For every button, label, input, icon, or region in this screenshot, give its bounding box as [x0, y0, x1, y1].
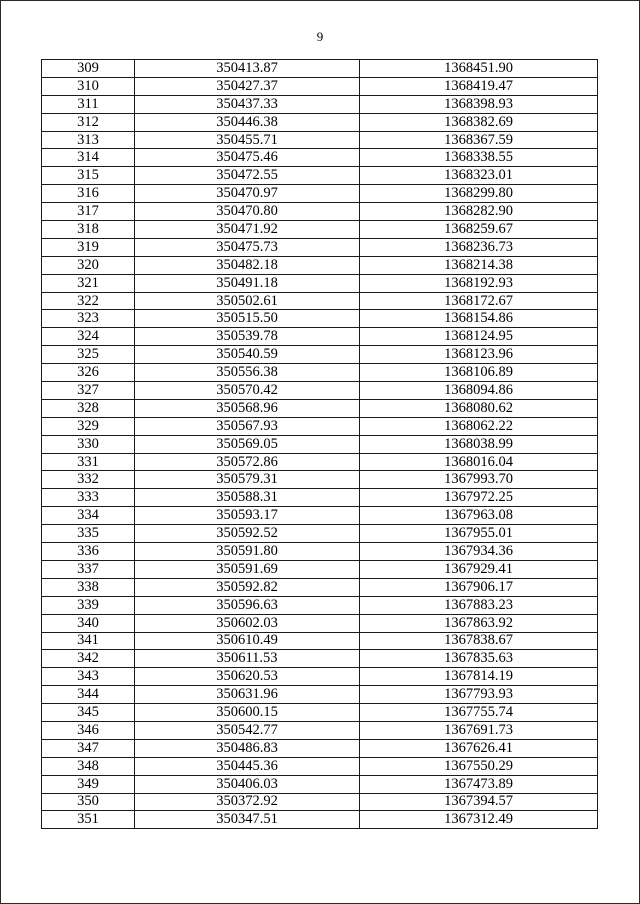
y-coordinate-cell: 1368172.67	[360, 292, 598, 310]
y-coordinate-cell: 1368094.86	[360, 382, 598, 400]
y-coordinate-cell: 1367793.93	[360, 686, 598, 704]
table-row	[42, 704, 598, 722]
point-number-cell: 338	[42, 578, 135, 596]
table-row	[42, 775, 598, 793]
table-row	[42, 364, 598, 382]
y-coordinate-cell: 1368123.96	[360, 346, 598, 364]
table-row	[42, 650, 598, 668]
point-number-cell: 314	[42, 149, 135, 167]
table-row	[42, 238, 598, 256]
point-number-cell: 332	[42, 471, 135, 489]
y-coordinate-cell: 1367691.73	[360, 721, 598, 739]
x-coordinate-cell: 350502.61	[135, 292, 360, 310]
table-row	[42, 721, 598, 739]
point-number-cell: 321	[42, 274, 135, 292]
table-row	[42, 399, 598, 417]
table-row	[42, 686, 598, 704]
x-coordinate-cell: 350572.86	[135, 453, 360, 471]
x-coordinate-cell: 350596.63	[135, 596, 360, 614]
point-number-cell: 341	[42, 632, 135, 650]
point-number-cell: 326	[42, 364, 135, 382]
x-coordinate-cell: 350539.78	[135, 328, 360, 346]
point-number-cell: 309	[42, 60, 135, 78]
y-coordinate-cell: 1367835.63	[360, 650, 598, 668]
point-number-cell: 348	[42, 757, 135, 775]
point-number-cell: 340	[42, 614, 135, 632]
point-number-cell: 331	[42, 453, 135, 471]
table-row	[42, 113, 598, 131]
x-coordinate-cell: 350593.17	[135, 507, 360, 525]
point-number-cell: 320	[42, 256, 135, 274]
point-number-cell: 350	[42, 793, 135, 811]
x-coordinate-cell: 350602.03	[135, 614, 360, 632]
y-coordinate-cell: 1367814.19	[360, 668, 598, 686]
point-number-cell: 329	[42, 417, 135, 435]
y-coordinate-cell: 1368038.99	[360, 435, 598, 453]
table-row	[42, 757, 598, 775]
x-coordinate-cell: 350445.36	[135, 757, 360, 775]
y-coordinate-cell: 1368124.95	[360, 328, 598, 346]
x-coordinate-cell: 350470.80	[135, 203, 360, 221]
y-coordinate-cell: 1368016.04	[360, 453, 598, 471]
y-coordinate-cell: 1367394.57	[360, 793, 598, 811]
y-coordinate-cell: 1368192.93	[360, 274, 598, 292]
y-coordinate-cell: 1368259.67	[360, 221, 598, 239]
point-number-cell: 327	[42, 382, 135, 400]
y-coordinate-cell: 1367993.70	[360, 471, 598, 489]
x-coordinate-cell: 350437.33	[135, 95, 360, 113]
point-number-cell: 318	[42, 221, 135, 239]
y-coordinate-cell: 1367550.29	[360, 757, 598, 775]
x-coordinate-cell: 350475.73	[135, 238, 360, 256]
x-coordinate-cell: 350591.69	[135, 560, 360, 578]
table-row	[42, 417, 598, 435]
x-coordinate-cell: 350579.31	[135, 471, 360, 489]
table-row	[42, 632, 598, 650]
table-row	[42, 739, 598, 757]
coordinates-table-body	[42, 60, 598, 829]
table-row	[42, 489, 598, 507]
x-coordinate-cell: 350611.53	[135, 650, 360, 668]
point-number-cell: 336	[42, 543, 135, 561]
y-coordinate-cell: 1367755.74	[360, 704, 598, 722]
table-row	[42, 95, 598, 113]
table-row	[42, 507, 598, 525]
x-coordinate-cell: 350592.82	[135, 578, 360, 596]
point-number-cell: 339	[42, 596, 135, 614]
x-coordinate-cell: 350446.38	[135, 113, 360, 131]
y-coordinate-cell: 1368338.55	[360, 149, 598, 167]
y-coordinate-cell: 1367972.25	[360, 489, 598, 507]
table-row	[42, 60, 598, 78]
y-coordinate-cell: 1367929.41	[360, 560, 598, 578]
table-row	[42, 435, 598, 453]
point-number-cell: 322	[42, 292, 135, 310]
table-row	[42, 614, 598, 632]
x-coordinate-cell: 350588.31	[135, 489, 360, 507]
table-row	[42, 543, 598, 561]
point-number-cell: 344	[42, 686, 135, 704]
point-number-cell: 347	[42, 739, 135, 757]
y-coordinate-cell: 1368214.38	[360, 256, 598, 274]
coordinates-table	[41, 59, 598, 829]
point-number-cell: 333	[42, 489, 135, 507]
table-row	[42, 560, 598, 578]
y-coordinate-cell: 1367626.41	[360, 739, 598, 757]
y-coordinate-cell: 1367934.36	[360, 543, 598, 561]
x-coordinate-cell: 350620.53	[135, 668, 360, 686]
table-row	[42, 471, 598, 489]
x-coordinate-cell: 350406.03	[135, 775, 360, 793]
x-coordinate-cell: 350567.93	[135, 417, 360, 435]
point-number-cell: 328	[42, 399, 135, 417]
table-row	[42, 274, 598, 292]
point-number-cell: 345	[42, 704, 135, 722]
x-coordinate-cell: 350491.18	[135, 274, 360, 292]
x-coordinate-cell: 350568.96	[135, 399, 360, 417]
x-coordinate-cell: 350413.87	[135, 60, 360, 78]
point-number-cell: 325	[42, 346, 135, 364]
y-coordinate-cell: 1367863.92	[360, 614, 598, 632]
x-coordinate-cell: 350600.15	[135, 704, 360, 722]
point-number-cell: 317	[42, 203, 135, 221]
x-coordinate-cell: 350556.38	[135, 364, 360, 382]
table-row	[42, 185, 598, 203]
table-row	[42, 793, 598, 811]
x-coordinate-cell: 350591.80	[135, 543, 360, 561]
point-number-cell: 313	[42, 131, 135, 149]
y-coordinate-cell: 1368451.90	[360, 60, 598, 78]
y-coordinate-cell: 1368323.01	[360, 167, 598, 185]
table-row	[42, 453, 598, 471]
x-coordinate-cell: 350542.77	[135, 721, 360, 739]
x-coordinate-cell: 350372.92	[135, 793, 360, 811]
point-number-cell: 319	[42, 238, 135, 256]
table-row	[42, 77, 598, 95]
table-row	[42, 203, 598, 221]
y-coordinate-cell: 1368236.73	[360, 238, 598, 256]
table-row	[42, 256, 598, 274]
x-coordinate-cell: 350570.42	[135, 382, 360, 400]
y-coordinate-cell: 1367906.17	[360, 578, 598, 596]
y-coordinate-cell: 1367312.49	[360, 811, 598, 829]
y-coordinate-cell: 1367883.23	[360, 596, 598, 614]
point-number-cell: 334	[42, 507, 135, 525]
y-coordinate-cell: 1367473.89	[360, 775, 598, 793]
x-coordinate-cell: 350472.55	[135, 167, 360, 185]
table-row	[42, 292, 598, 310]
x-coordinate-cell: 350486.83	[135, 739, 360, 757]
table-row	[42, 668, 598, 686]
point-number-cell: 315	[42, 167, 135, 185]
y-coordinate-cell: 1368419.47	[360, 77, 598, 95]
point-number-cell: 310	[42, 77, 135, 95]
table-row	[42, 328, 598, 346]
y-coordinate-cell: 1368062.22	[360, 417, 598, 435]
x-coordinate-cell: 350470.97	[135, 185, 360, 203]
y-coordinate-cell: 1368398.93	[360, 95, 598, 113]
point-number-cell: 335	[42, 525, 135, 543]
point-number-cell: 337	[42, 560, 135, 578]
y-coordinate-cell: 1368106.89	[360, 364, 598, 382]
table-row	[42, 578, 598, 596]
x-coordinate-cell: 350427.37	[135, 77, 360, 95]
point-number-cell: 343	[42, 668, 135, 686]
table-row	[42, 221, 598, 239]
x-coordinate-cell: 350569.05	[135, 435, 360, 453]
y-coordinate-cell: 1367955.01	[360, 525, 598, 543]
x-coordinate-cell: 350482.18	[135, 256, 360, 274]
table-row	[42, 149, 598, 167]
point-number-cell: 346	[42, 721, 135, 739]
y-coordinate-cell: 1368382.69	[360, 113, 598, 131]
x-coordinate-cell: 350455.71	[135, 131, 360, 149]
page-number: 9	[316, 29, 324, 44]
point-number-cell: 351	[42, 811, 135, 829]
table-row	[42, 811, 598, 829]
x-coordinate-cell: 350631.96	[135, 686, 360, 704]
x-coordinate-cell: 350592.52	[135, 525, 360, 543]
y-coordinate-cell: 1368299.80	[360, 185, 598, 203]
x-coordinate-cell: 350471.92	[135, 221, 360, 239]
point-number-cell: 330	[42, 435, 135, 453]
table-row	[42, 310, 598, 328]
x-coordinate-cell: 350347.51	[135, 811, 360, 829]
y-coordinate-cell: 1368367.59	[360, 131, 598, 149]
point-number-cell: 323	[42, 310, 135, 328]
point-number-cell: 316	[42, 185, 135, 203]
x-coordinate-cell: 350515.50	[135, 310, 360, 328]
point-number-cell: 324	[42, 328, 135, 346]
point-number-cell: 349	[42, 775, 135, 793]
table-row	[42, 382, 598, 400]
x-coordinate-cell: 350475.46	[135, 149, 360, 167]
x-coordinate-cell: 350540.59	[135, 346, 360, 364]
table-row	[42, 346, 598, 364]
y-coordinate-cell: 1367963.08	[360, 507, 598, 525]
point-number-cell: 311	[42, 95, 135, 113]
y-coordinate-cell: 1367838.67	[360, 632, 598, 650]
y-coordinate-cell: 1368154.86	[360, 310, 598, 328]
y-coordinate-cell: 1368080.62	[360, 399, 598, 417]
point-number-cell: 342	[42, 650, 135, 668]
table-row	[42, 525, 598, 543]
table-row	[42, 167, 598, 185]
table-row	[42, 596, 598, 614]
table-row	[42, 131, 598, 149]
y-coordinate-cell: 1368282.90	[360, 203, 598, 221]
x-coordinate-cell: 350610.49	[135, 632, 360, 650]
point-number-cell: 312	[42, 113, 135, 131]
